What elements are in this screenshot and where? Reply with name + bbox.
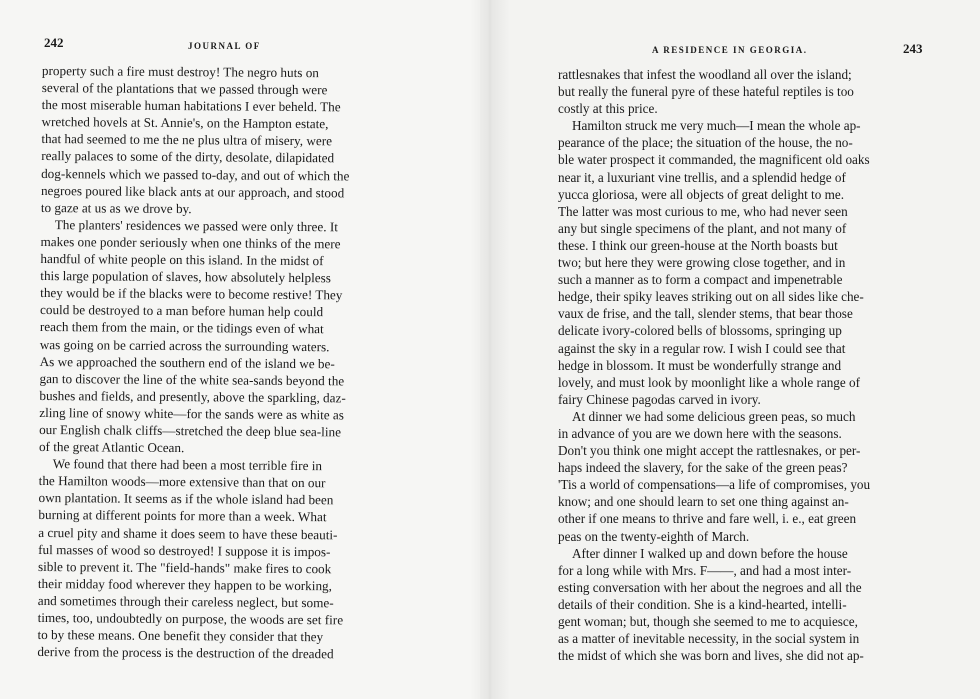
text-line: reach them from the main, or the tidings even of what bbox=[39, 319, 324, 337]
text-line: know; and one should learn to set one thing against an- bbox=[558, 494, 849, 510]
text-line: the Hamilton woods—more extensive than that on our bbox=[38, 473, 326, 491]
text-line: times, too, undoubtedly on purpose, the woods are set fire bbox=[37, 609, 344, 628]
text-line: our English chalk cliffs—stretched the deep blue sea-line bbox=[39, 421, 342, 440]
text-line: but really the funeral pyre of these hateful reptiles is too bbox=[558, 84, 854, 100]
text-line: fairy Chinese pagodas carved in ivory. bbox=[558, 391, 761, 407]
text-line: to gaze at us as we drove by. bbox=[40, 199, 192, 216]
text-line: several of the plantations that we passed through were bbox=[41, 80, 328, 98]
text-line: they would be if the blacks were to become restive! They bbox=[40, 285, 343, 303]
left-page bbox=[0, 0, 480, 699]
text-line: makes one ponder seriously when one thinks of the mere bbox=[40, 233, 341, 252]
text-line: zling line of snowy white—for the sands were as white as bbox=[39, 404, 345, 423]
left-running-head: JOURNAL OF bbox=[188, 41, 261, 51]
right-text-column bbox=[558, 66, 870, 664]
text-line: for a long while with Mrs. F——, and had a most inter- bbox=[558, 562, 852, 578]
text-line: The latter was most curious to me, who had never seen bbox=[558, 203, 848, 219]
text-line: this large population of slaves, how absolutely helpless bbox=[40, 268, 331, 286]
paragraph-start-line: The planters' residences we passed were only three. It bbox=[54, 216, 339, 235]
text-line: peas on the twenty-eighth of March. bbox=[558, 528, 750, 544]
text-line: As we approached the southern end of the island we be- bbox=[39, 353, 335, 371]
paragraph-start-line: At dinner we had some delicious green peas, so much bbox=[572, 408, 856, 424]
text-line: 'Tis a world of compensations—a life of compromises, you bbox=[558, 477, 871, 493]
text-line: could be destroyed to a man before human help could bbox=[39, 302, 324, 320]
text-line: the midst of which she was born and lives, she did not ap- bbox=[558, 648, 864, 664]
text-line: other if one means to thrive and fare well, i. e., eat green bbox=[558, 511, 857, 527]
text-line: their midday food wherever they happen to be working, bbox=[37, 575, 333, 594]
paragraph-start-line: After dinner I walked up and down before the house bbox=[572, 545, 848, 561]
text-line: such a manner as to form a compact and impenetrable bbox=[558, 272, 843, 288]
text-line: bushes and fields, and presently, above the sparkling, daz- bbox=[39, 387, 346, 406]
text-line: hedge in blossom. It must be wonderfully strange and bbox=[558, 357, 842, 373]
text-line: vaux de frise, and the tall, slender stems, that bear those bbox=[558, 306, 853, 322]
text-line: was going on be carried across the surrounding waters. bbox=[39, 336, 330, 354]
text-line: property such a fire must destroy! The negro huts on bbox=[41, 62, 319, 81]
text-line: ful masses of wood so destroyed! I suppose it is impos- bbox=[38, 541, 331, 559]
text-line: near it, a luxuriant vine trellis, and a splendid hedge of bbox=[558, 169, 846, 185]
text-line: wretched hovels at St. Annie's, on the Hampton estate, bbox=[41, 114, 329, 132]
text-line: really palaces to some of the dirty, desolate, dilapidated bbox=[41, 148, 335, 166]
text-line: handful of white people on this island. In the midst of bbox=[40, 251, 324, 269]
text-line: ble water prospect it commanded, the magnificent old oaks bbox=[558, 152, 870, 168]
text-line: of the great Atlantic Ocean. bbox=[38, 439, 185, 456]
text-line: in advance of you are we down here with the seasons. bbox=[558, 425, 842, 441]
left-page-number: 242 bbox=[44, 35, 64, 50]
text-line: gan to discover the line of the white sea-sands beyond the bbox=[39, 370, 345, 389]
text-line: yucca gloriosa, were all objects of great delight to me. bbox=[558, 186, 844, 202]
paragraph-start-line: We found that there had been a most terrible fire in bbox=[52, 456, 323, 474]
right-page bbox=[480, 0, 980, 699]
left-text-column bbox=[37, 62, 350, 663]
text-line: esting conversation with her about the negroes and all the bbox=[558, 579, 862, 595]
text-line: to by these means. One benefit they consider that they bbox=[37, 627, 324, 645]
text-line: negroes poured like black ants at our approach, and stood bbox=[40, 182, 345, 201]
text-line: lovely, and must look by moonlight like a whole range of bbox=[558, 374, 861, 390]
text-line: and sometimes through their careless neglect, but some- bbox=[37, 592, 334, 611]
text-line: own plantation. It seems as if the whole island had been bbox=[38, 490, 334, 508]
text-line: derive from the process is the destruction of the dreaded bbox=[37, 644, 334, 662]
text-line: any but single specimens of the plant, and not many of bbox=[558, 220, 847, 236]
text-line: hedge, their spiky leaves striking out on all sides like che- bbox=[558, 289, 864, 305]
right-page-number: 243 bbox=[903, 41, 923, 56]
text-line: sible to prevent it. The "field-hands" make fires to cook bbox=[37, 558, 332, 577]
paragraph-start-line: Hamilton struck me very much—I mean the whole ap- bbox=[572, 118, 861, 134]
text-line: that had seemed to me the ne plus ultra of misery, were bbox=[41, 131, 333, 149]
text-line: pearance of the place; the situation of the house, the no- bbox=[558, 135, 853, 151]
text-line: delicate ivory-colored bells of blossoms, springing up bbox=[558, 323, 842, 339]
text-line: gent woman; but, though she seemed to me to acquiesce, bbox=[558, 614, 858, 629]
text-line: two; but here they were growing close together, and in bbox=[558, 255, 846, 271]
book-gutter bbox=[470, 0, 510, 699]
text-line: haps indeed the slavery, for the sake of the green peas? bbox=[558, 460, 848, 476]
text-line: these. I think our green-house at the North boasts but bbox=[558, 237, 838, 253]
text-line: burning at different points for more than a week. What bbox=[38, 507, 327, 525]
text-line: Don't you think one might accept the rattlesnakes, or per- bbox=[558, 443, 861, 459]
text-line: the most miserable human habitations I ever beheld. The bbox=[41, 97, 341, 115]
text-line: a cruel pity and shame it does seem to have these beauti- bbox=[38, 524, 338, 542]
text-line: dog-kennels which we passed to-day, and out of which the bbox=[41, 165, 350, 183]
text-line: as a matter of inevitable necessity, in the social system in bbox=[558, 631, 860, 647]
right-running-head: A RESIDENCE IN GEORGIA. bbox=[652, 45, 808, 55]
text-line: against the sky in a regular row. I wish I could see that bbox=[558, 340, 846, 356]
text-line: costly at this price. bbox=[558, 101, 658, 117]
text-line: rattlesnakes that infest the woodland all over the island; bbox=[558, 67, 852, 82]
text-line: details of their condition. She is a kind-hearted, intelli- bbox=[558, 596, 847, 612]
